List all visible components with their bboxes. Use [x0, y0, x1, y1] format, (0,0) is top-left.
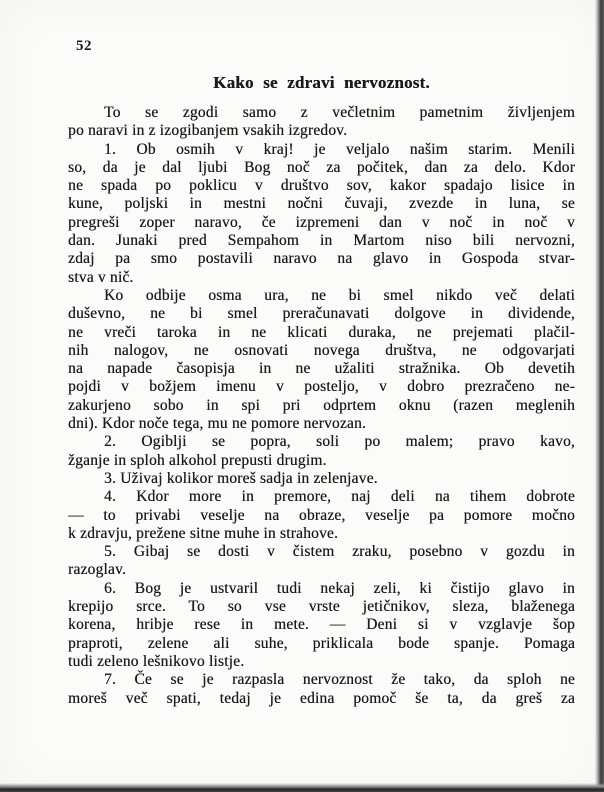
text-line: dan. Junaki pred Sempahom in Martom niso bili nervozni,: [68, 232, 575, 250]
text-line: moreš več spati, tedaj je edina pomoč še ta, da greš za: [68, 689, 575, 707]
text-line: tudi zeleno lešnikovo listje.: [68, 652, 245, 670]
page-body: [68, 104, 575, 708]
text-line: kune, poljski in mestni nočni čuvaji, zvezde in luna, se: [68, 195, 575, 213]
scan-edge-shadow-right: [595, 0, 604, 792]
text-line: 7. Če se je razpasla nervoznost že tako, da sploh ne: [104, 671, 575, 689]
text-line: — to privabi veselje na obraze, veselje pa pomore močno: [68, 506, 575, 524]
text-line: razoglav.: [68, 561, 127, 579]
page-number: 52: [76, 38, 92, 54]
text-line: 1. Ob osmih v kraj! je veljalo našim starim. Menili: [104, 140, 575, 158]
text-line: žganje in sploh alkohol prepusti drugim.: [68, 451, 327, 469]
text-line: 3. Uživaj kolikor moreš sadja in zelenjave.: [104, 469, 378, 487]
page-content: [68, 73, 575, 708]
text-line: zakurjeno sobo in spi pri odprtem oknu (razen meglenih: [68, 396, 575, 414]
text-line: ne vreči taroka in ne klicati duraka, ne prejemati plačil-: [68, 323, 575, 341]
text-line: Ko odbije osma ura, ne bi smel nikdo več delati: [104, 286, 575, 304]
text-line: pojdi v božjem imenu v posteljo, v dobro prezračeno ne-: [68, 378, 575, 396]
text-line: pregreši zoper naravo, če izpremeni dan v noč in noč v: [68, 213, 575, 231]
text-line: duševno, ne bi smel preračunavati dolgove in dividende,: [68, 305, 575, 323]
text-line: nih nalogov, ne osnovati novega društva, ne odgovarjati: [68, 341, 575, 359]
text-line: dni). Kdor noče tega, mu ne pomore nervozan.: [68, 415, 367, 433]
text-line: 2. Ogiblji se popra, soli po malem; pravo kavo,: [104, 433, 575, 451]
page-title: Kako se zdravi nervoznost.: [213, 73, 430, 92]
text-line: ne spada po poklicu v društvo sov, kakor spadajo lisice in: [68, 177, 575, 195]
text-line: na napade časopisja in ne užaliti stražnika. Ob devetih: [68, 360, 575, 378]
text-line: so, da je dal ljubi Bog noč za počitek, dan za delo. Kdor: [68, 158, 575, 176]
text-line: 5. Gibaj se dosti v čistem zraku, posebno v gozdu in: [104, 543, 575, 561]
text-line: krepijo srce. To so vse vrste jetičnikov, sleza, blaženega: [68, 598, 575, 616]
text-line: 6. Bog je ustvaril tudi nekaj zeli, ki čistijo glavo in: [104, 579, 575, 597]
text-line: po naravi in z izogibanjem vsakih izgredov.: [68, 122, 348, 140]
text-line: korena, hribje rese in mete. — Deni si v vzglavje šop: [68, 616, 575, 634]
text-line: stva v nič.: [68, 268, 134, 286]
text-line: k zdravju, prežene sitne muhe in strahove.: [68, 524, 339, 542]
text-line: To se zgodi samo z večletnim pametnim življenjem: [104, 104, 575, 121]
text-line: praproti, zelene ali suhe, priklicala bode spanje. Pomaga: [68, 634, 575, 652]
text-line: 4. Kdor more in premore, naj deli na tihem dobrote: [104, 488, 575, 506]
text-line: zdaj pa smo postavili naravo na glavo in Gospoda stvar-: [68, 250, 575, 268]
scan-edge-shadow-bottom: [0, 783, 604, 792]
